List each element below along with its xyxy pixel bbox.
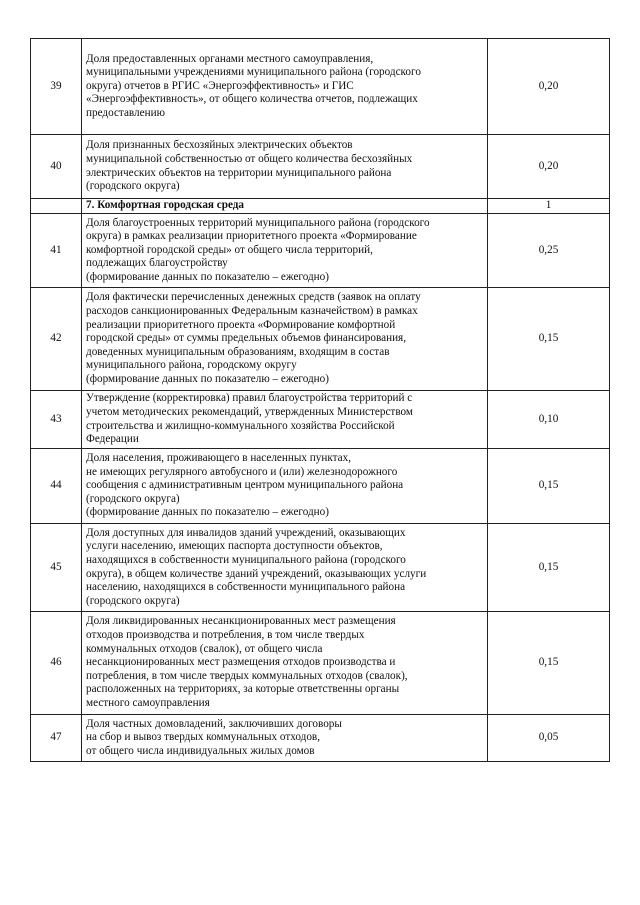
table-row <box>31 612 610 715</box>
row-number: 39 <box>31 39 82 135</box>
row-number: 46 <box>31 612 82 715</box>
table-row <box>31 135 610 199</box>
table-row <box>31 524 610 612</box>
indicator-weight: 0,15 <box>488 612 610 715</box>
row-number: 42 <box>31 288 82 391</box>
row-number: 44 <box>31 449 82 524</box>
table-row <box>31 449 610 524</box>
indicators-table <box>30 38 610 762</box>
indicator-description: Доля населения, проживающего в населенных пунктах, не имеющих регулярного автобусного и (или) железнодорожного сообщения с административным центром муниципального района (городского округа) (формирование данных по показателю – ежегодно) <box>82 449 488 524</box>
document-page <box>30 38 610 762</box>
section-weight: 1 <box>488 199 610 214</box>
table-row <box>31 391 610 449</box>
row-number: 40 <box>31 135 82 199</box>
table-row <box>31 715 610 762</box>
indicator-weight: 0,25 <box>488 214 610 288</box>
section-title: 7. Комфортная городская среда <box>82 199 488 214</box>
indicator-weight: 0,20 <box>488 135 610 199</box>
indicator-description: Доля фактически перечисленных денежных средств (заявок на оплату расходов санкционированных Федеральным казначейством) в рамках реализации приоритетного проекта «Формирование комфортной городской среды» от суммы предельных объемов финансирования, доведенных муниципальным образованиям, входящим в состав муниципального района, городскому округу (формирование данных по показателю – ежегодно) <box>82 288 488 391</box>
row-number: 41 <box>31 214 82 288</box>
indicator-description: Утверждение (корректировка) правил благоустройства территорий с учетом методических рекомендаций, утвержденных Министерством строительства и жилищно-коммунального хозяйства Российской Федерации <box>82 391 488 449</box>
row-number: 45 <box>31 524 82 612</box>
row-number <box>31 199 82 214</box>
indicator-description: Доля частных домовладений, заключивших договоры на сбор и вывоз твердых коммунальных отходов, от общего числа индивидуальных жилых домов <box>82 715 488 762</box>
indicator-weight: 0,15 <box>488 524 610 612</box>
indicator-description: Доля благоустроенных территорий муниципального района (городского округа) в рамках реализации приоритетного проекта «Формирование комфортной городской среды» от общего числа территорий, подлежащих благоустройству (формирование данных по показателю – ежегодно) <box>82 214 488 288</box>
indicator-weight: 0,05 <box>488 715 610 762</box>
indicator-description: Доля признанных бесхозяйных электрических объектов муниципальной собственностью от общего количества бесхозяйных электрических объектов на территории муниципального района (городского округа) <box>82 135 488 199</box>
indicator-description: Доля доступных для инвалидов зданий учреждений, оказывающих услуги населению, имеющих паспорта доступности объектов, находящихся в собственности муниципального района (городского округа), в общем количестве зданий учреждений, оказывающих услуги населению, находящихся в собственности муниципального района (городского округа) <box>82 524 488 612</box>
table-row <box>31 288 610 391</box>
table-row <box>31 214 610 288</box>
row-number: 47 <box>31 715 82 762</box>
table-row <box>31 39 610 135</box>
indicator-weight: 0,15 <box>488 449 610 524</box>
indicator-description: Доля предоставленных органами местного самоуправления, муниципальными учреждениями муниципального района (городского округа) отчетов в РГИС «Энергоэффективность» и ГИС «Энергоэффективность», от общего количества отчетов, подлежащих предоставлению <box>82 39 488 135</box>
row-number: 43 <box>31 391 82 449</box>
indicator-weight: 0,15 <box>488 288 610 391</box>
indicator-weight: 0,20 <box>488 39 610 135</box>
indicator-description: Доля ликвидированных несанкционированных мест размещения отходов производства и потребления, в том числе твердых коммунальных отходов (свалок), от общего числа несанкционированных мест размещения отходов производства и потребления, в том числе твердых коммунальных отходов (свалок), расположенных на территориях, за которые ответственны органы местного самоуправления <box>82 612 488 715</box>
indicator-weight: 0,10 <box>488 391 610 449</box>
section-header-row <box>31 199 610 214</box>
